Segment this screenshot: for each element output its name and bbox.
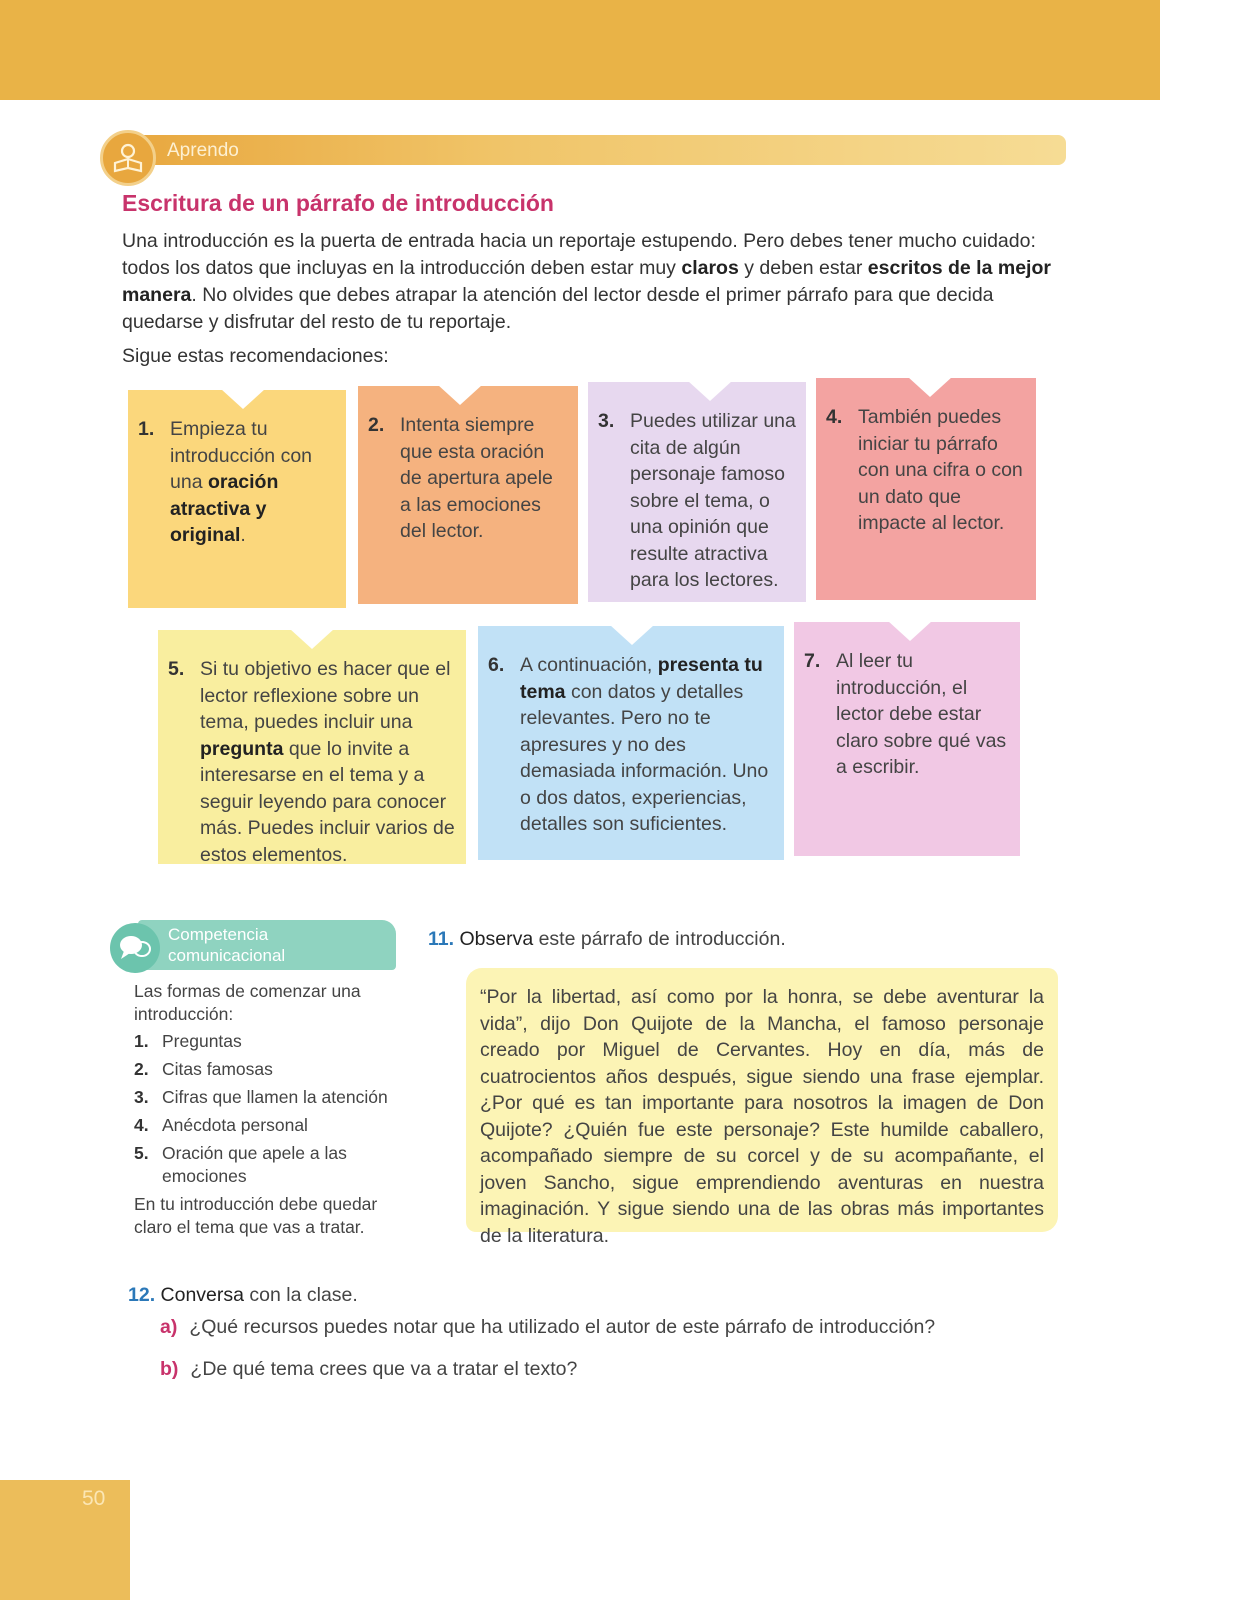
card-number: 7.	[804, 650, 821, 672]
card-number: 3.	[598, 410, 615, 432]
question-12a: a) ¿Qué recursos puedes notar que ha utilizado el autor de este párrafo de introducción?	[160, 1316, 936, 1338]
card-text: Al leer tu introducción, el lector debe estar claro sobre qué vas a escribir.	[836, 650, 1007, 778]
card-number: 2.	[368, 414, 385, 436]
top-color-band	[0, 0, 1160, 100]
recommendation-card-7	[794, 622, 1020, 856]
page-number: 50	[82, 1487, 106, 1510]
reader-icon	[100, 130, 156, 186]
section-label: Aprendo	[167, 140, 239, 161]
recommendation-card-6	[478, 626, 784, 860]
card-text: También puedes iniciar tu párrafo con una cifra o con un dato que impacte al lector.	[858, 406, 1023, 534]
recommendations-lead: Sigue estas recomendaciones:	[122, 345, 389, 367]
card-number: 5.	[168, 658, 185, 680]
card-text: Si tu objetivo es hacer que el lector reflexione sobre un tema, puedes incluir una pregunta que lo invite a interesarse en el tema y a seguir leyendo para conocer más. Puedes incluir varios de estos elementos.	[200, 658, 455, 866]
speech-bubbles-icon	[110, 923, 160, 973]
list-item: 4. Anécdota personal	[134, 1115, 308, 1135]
competencia-closing: En tu introducción debe quedar claro el tema que vas a tratar.	[134, 1194, 378, 1237]
intro-paragraph: Una introducción es la puerta de entrada hacia un reportaje estupendo. Pero debes tener mucho cuidado: todos los datos que incluyas en la introducción deben estar muy claros y deben estar escritos de la mejor manera. No olvides que debes atrapar la atención del lector desde el primer párrafo para que decida quedarse y disfrutar del resto de tu reportaje.	[122, 230, 1051, 333]
card-number: 6.	[488, 654, 505, 676]
recommendation-card-2	[358, 386, 578, 604]
card-number: 1.	[138, 418, 155, 440]
card-number: 4.	[826, 406, 843, 428]
card-text: A continuación, presenta tu tema con datos y detalles relevantes. Pero no te apresures y no des demasiada información. Uno o dos datos, experiencias, detalles son suficientes.	[520, 654, 769, 835]
recommendation-card-1	[128, 390, 346, 608]
list-item: 2. Citas famosas	[134, 1059, 273, 1079]
competencia-lead: Las formas de comenzar una introducción:	[134, 981, 361, 1024]
card-text: Intenta siempre que esta oración de apertura apele a las emociones del lector.	[400, 414, 553, 542]
card-text: Empieza tu introducción con una oración atractiva y original.	[170, 418, 313, 546]
competencia-title: Competencia comunicacional	[168, 925, 286, 965]
card-text: Puedes utilizar una cita de algún personaje famoso sobre el tema, o una opinión que resulte atractiva para los lectores.	[630, 410, 796, 591]
recommendation-card-3	[588, 382, 806, 602]
quote-paragraph: “Por la libertad, así como por la honra, se debe aventurar la vida”, dijo Don Quijote de la Mancha, el famoso personaje creado por Miguel de Cervantes. Hoy en día, más de cuatrocientos años después, sigue siendo una frase ejemplar. ¿Por qué es tan importante para nosotros la imagen de Don Quijote? ¿Quién fue este personaje? Este humilde caballero, acompañado siempre de su corcel y de su acompañante, el joven Sancho, sigue emprendiendo aventuras en nuestra imaginación. Y sigue siendo una de las obras más importantes de la literatura.	[466, 968, 1058, 1232]
recommendation-card-4	[816, 378, 1036, 600]
question-11: 11. Observa este párrafo de introducción.	[428, 928, 786, 950]
page-number-box	[0, 1480, 130, 1600]
question-12b: b) ¿De qué tema crees que va a tratar el texto?	[160, 1358, 578, 1380]
list-item: 1. Preguntas	[134, 1031, 242, 1051]
page-title: Escritura de un párrafo de introducción	[122, 190, 554, 216]
list-item: 3. Cifras que llamen la atención	[134, 1087, 388, 1107]
recommendation-card-5	[158, 630, 466, 864]
list-item: 5. Oración que apele a las emociones	[134, 1143, 347, 1186]
section-header-bar	[118, 135, 1066, 165]
question-12: 12. Conversa con la clase.	[128, 1284, 358, 1306]
competencia-list	[134, 1030, 402, 1188]
competencia-body	[134, 980, 402, 1239]
